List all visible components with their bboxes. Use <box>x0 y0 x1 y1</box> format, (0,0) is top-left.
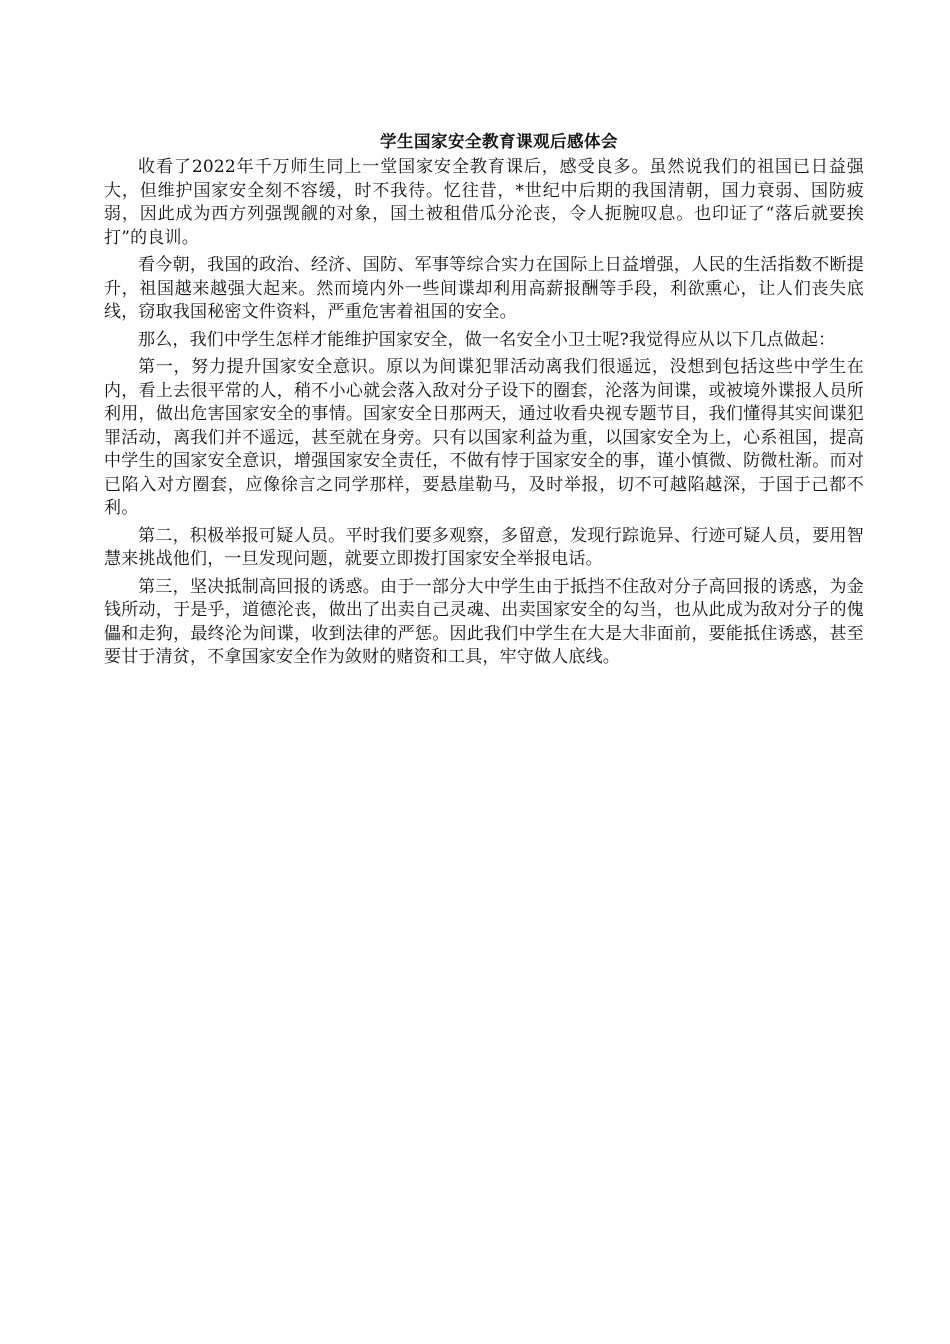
document-title: 学生国家安全教育课观后感体会 <box>380 132 618 151</box>
paragraph-point-two: 第二，积极举报可疑人员。平时我们要多观察，多留意，发现行踪诡异、行迹可疑人员，要用智慧来挑战他们，一旦发现问题，就要立即拨打国家安全举报电话。 <box>104 525 864 569</box>
paragraph-question: 那么，我们中学生怎样才能维护国家安全，做一名安全小卫士呢?我觉得应从以下几点做起： <box>138 329 836 350</box>
paragraph-point-one: 第一，努力提升国家安全意识。原以为间谍犯罪活动离我们很遥远，没想到包括这些中学生在内，看上去很平常的人，稍不小心就会落入敌对分子设下的圈套，沦落为间谍，或被境外谍报人员所利用，做出危害国家安全的事情。国家安全日那两天，通过收看央视专题节目，我们懂得其实间谍犯罪活动，离我们并不遥远，甚至就在身旁。只有以国家利益为重，以国家安全为上，心系祖国，提高中学生的国家安全意识，增强国家安全责任，不做有悖于国家安全的事，谨小慎微、防微杜渐。而对已陷入对方圈套，应像徐言之同学那样，要悬崖勒马，及时举报，切不可越陷越深，于国于己都不利。 <box>104 357 864 518</box>
document-page <box>104 128 864 674</box>
paragraph-today: 看今朝，我国的政治、经济、国防、军事等综合实力在国际上日益增强，人民的生活指数不断提升，祖国越来越强大起来。然而境内外一些间谍却利用高薪报酬等手段，利欲熏心，让人们丧失底线，窃取我国秘密文件资料，严重危害着祖国的安全。 <box>104 255 864 322</box>
paragraph-intro: 收看了2022年千万师生同上一堂国家安全教育课后，感受良多。虽然说我们的祖国已日益强大，但维护国家安全刻不容缓，时不我待。忆往昔，*世纪中后期的我国清朝，国力衰弱、国防疲弱，因此成为西方列强觊觎的对象，国土被租借瓜分沦丧，令人扼腕叹息。也印证了“落后就要挨打”的良训。 <box>104 157 864 248</box>
paragraph-point-three: 第三，坚决抵制高回报的诱惑。由于一部分大中学生由于抵挡不住敌对分子高回报的诱惑，为金钱所动，于是乎，道德沦丧，做出了出卖自己灵魂、出卖国家安全的勾当，也从此成为敌对分子的傀儡和走狗，最终沦为间谍，收到法律的严惩。因此我们中学生在大是大非面前，要能抵住诱惑，甚至要甘于清贫，不拿国家安全作为敛财的赌资和工具，牢守做人底线。 <box>104 576 864 667</box>
